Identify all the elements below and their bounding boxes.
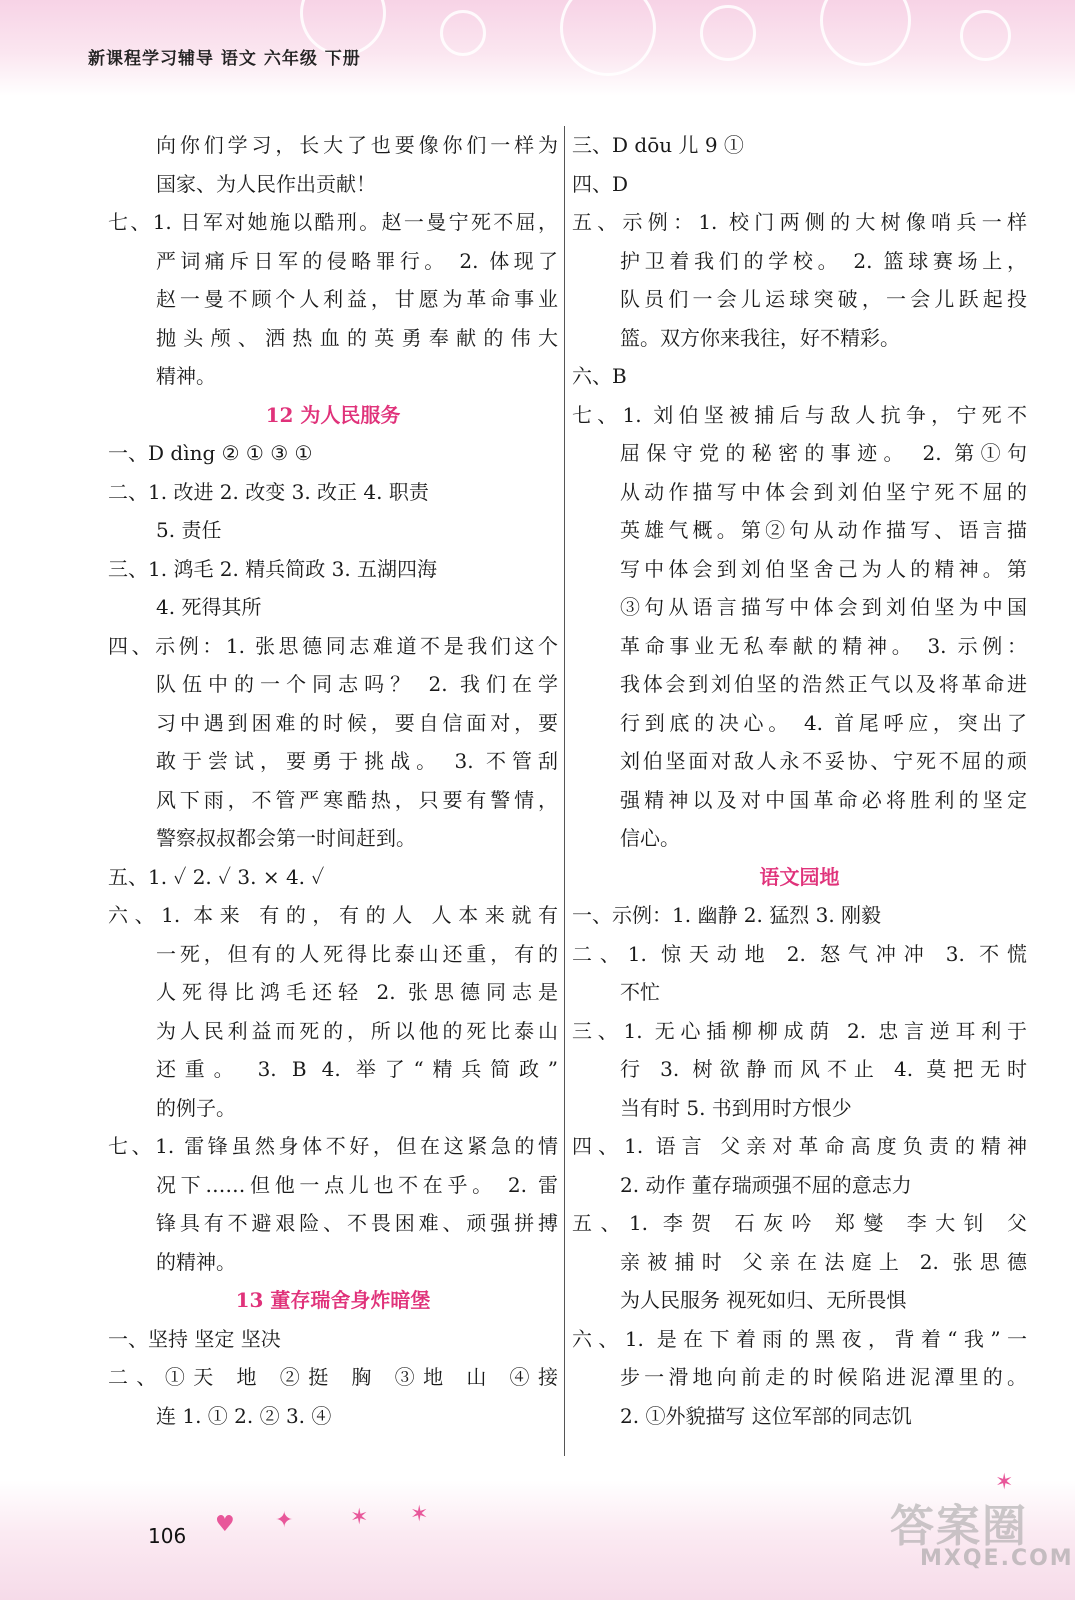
watermark-url: MXQE.COM: [920, 1546, 1074, 1571]
answer-line: 风下雨，不管严寒酷热，只要有警情，: [156, 787, 558, 812]
answer-line: 警察叔叔都会第一时间赶到。: [156, 826, 416, 850]
answer-line: 人死得比鸿毛还轻 2. 张思德同志是: [156, 980, 558, 1004]
section-heading: 13 董存瑞舍身炸暗堡: [235, 1288, 431, 1312]
answer-line: 六、B: [572, 364, 627, 388]
answer-line: 三、D dōu 儿 9 ①: [572, 133, 744, 157]
decor-circle: [560, 0, 656, 76]
page-number: 106: [148, 1524, 187, 1548]
answer-line: 七、1. 日军对她施以酷刑。赵一曼宁死不屈，: [108, 210, 558, 234]
answer-line: 四、示例：1. 张思德同志难道不是我们这个: [108, 633, 558, 658]
right-column: [572, 126, 1027, 1435]
answer-line: 连 1. ① 2. ② 3. ④: [156, 1403, 332, 1428]
answer-line: 还重。 3. B 4. 举了“精兵简政”: [156, 1057, 558, 1081]
answer-line: 的例子。: [156, 1095, 236, 1120]
answer-line: 4. 死得其所: [156, 595, 262, 619]
answer-line: 刘伯坚面对敌人永不妥协、宁死不屈的顽: [620, 749, 1027, 773]
answer-line: 我体会到刘伯坚的浩然正气以及将革命进: [620, 672, 1027, 696]
answer-line: 锋具有不避艰险、不畏困难、顽强拼搏: [156, 1211, 558, 1235]
answer-line: 三、1. 鸿毛 2. 精兵简政 3. 五湖四海: [108, 556, 438, 581]
star-icon: ✶: [410, 1502, 429, 1527]
decor-circle: [440, 10, 486, 56]
answer-line: 一、坚持 坚定 坚决: [108, 1326, 281, 1351]
answer-line: 四、1. 语言 父亲对革命高度负责的精神: [572, 1134, 1027, 1158]
answer-line: 英雄气概。第②句从动作描写、语言描: [620, 518, 1027, 542]
answer-line: 强精神以及对中国革命必将胜利的坚定: [620, 787, 1027, 812]
answer-line: 六、1. 本来 有的，有的人 人本来就有: [108, 903, 558, 927]
answer-line: 亲被捕时 父亲在法庭上 2. 张思德: [620, 1249, 1027, 1274]
section-heading: 12 为人民服务: [265, 402, 401, 427]
answer-line: 护卫着我们的学校。 2. 篮球赛场上，: [620, 248, 1027, 273]
answer-line: 步一滑地向前走的时候陷进泥潭里的。: [620, 1365, 1027, 1389]
answer-line: 国家、为人民作出贡献！: [156, 171, 376, 196]
answer-line: 信心。: [620, 826, 680, 850]
answer-line: 不忙: [620, 980, 660, 1004]
answer-line: 七、1. 雷锋虽然身体不好，但在这紧急的情: [108, 1134, 558, 1158]
answer-line: 行 3. 树欲静而风不止 4. 莫把无时: [620, 1057, 1027, 1081]
decor-circle: [700, 5, 756, 61]
answer-line: 篮。双方你来我往，好不精彩。: [620, 325, 900, 350]
answer-line: 二、1. 惊天动地 2. 怒气冲冲 3. 不慌: [572, 941, 1027, 966]
answer-line: 六、1. 是在下着雨的黑夜，背着“我”一: [572, 1326, 1027, 1351]
answer-line: 为人民服务 视死如归、无所畏惧: [620, 1288, 907, 1312]
left-column: [108, 126, 558, 1435]
decor-circle: [820, 0, 911, 66]
answer-line: 五、1. 李贺 石灰吟 郑燮 李大钊 父: [572, 1211, 1027, 1235]
answer-line: 赵一曼不顾个人利益，甘愿为革命事业: [156, 287, 558, 311]
answer-line: 行到底的决心。 4. 首尾呼应，突出了: [620, 710, 1027, 735]
answer-line: 严词痛斥日军的侵略罪行。 2. 体现了: [156, 248, 558, 273]
column-divider: [564, 126, 565, 1456]
decor-circle: [960, 10, 1011, 61]
answer-line: 一、D dìng ② ① ③ ①: [108, 441, 313, 465]
watermark: [880, 1490, 1074, 1590]
answer-line: 从动作描写中体会到刘伯坚宁死不屈的: [620, 479, 1027, 504]
answer-line: 精神。: [156, 364, 216, 388]
answer-line: 二、1. 改进 2. 改变 3. 改正 4. 职责: [108, 479, 429, 504]
section-heading: 语文园地: [759, 864, 840, 889]
star-icon: ✶: [350, 1505, 369, 1530]
answer-line: 当有时 5. 书到用时方恨少: [620, 1095, 852, 1120]
heart-icon: ♥: [215, 1512, 235, 1537]
answer-line: 为人民利益而死的，所以他的死比泰山: [156, 1018, 558, 1043]
answer-line: 的精神。: [156, 1249, 236, 1274]
watermark-text: 答案圈: [890, 1501, 1028, 1552]
star-icon: ✦: [275, 1508, 294, 1533]
answer-line: 一、示例：1. 幽静 2. 猛烈 3. 刚毅: [572, 903, 882, 927]
answer-line: 五、1. ✓ 2. ✓ 3. × 4. ✓: [108, 864, 325, 889]
answer-line: 二、①天 地 ②挺 胸 ③地 山 ④接: [108, 1365, 558, 1389]
answer-line: 队伍中的一个同志吗？ 2. 我们在学: [156, 672, 558, 696]
answer-line: 5. 责任: [156, 518, 222, 542]
answer-line: 七、1. 刘伯坚被捕后与敌人抗争，宁死不: [572, 402, 1027, 427]
star-icon: ✶: [995, 1470, 1014, 1495]
answer-line: 向你们学习，长大了也要像你们一样为: [156, 133, 558, 157]
running-header: 新课程学习辅导 语文 六年级 下册: [88, 49, 361, 69]
answer-line: 一死，但有的人死得比泰山还重，有的: [156, 941, 558, 966]
answer-line: 三、1. 无心插柳柳成荫 2. 忠言逆耳利于: [572, 1018, 1027, 1043]
answer-line: 队员们一会儿运球突破，一会儿跃起投: [620, 287, 1027, 311]
answer-line: 敢于尝试，要勇于挑战。 3. 不管刮: [156, 749, 558, 773]
answer-line: 况下……但他一点儿也不在乎。 2. 雷: [156, 1172, 558, 1197]
answer-line: 2. ①外貌描写 这位军部的同志饥: [620, 1403, 912, 1428]
answer-line: 屈保守党的秘密的事迹。 2. 第①句: [620, 441, 1027, 465]
answer-line: ③句从语言描写中体会到刘伯坚为中国: [620, 595, 1027, 619]
answer-line: 革命事业无私奉献的精神。 3. 示例：: [620, 633, 1027, 658]
answer-line: 写中体会到刘伯坚舍己为人的精神。第: [620, 556, 1027, 581]
answer-line: 四、D: [572, 171, 629, 196]
answer-line: 2. 动作 董存瑞顽强不屈的意志力: [620, 1172, 912, 1197]
answer-line: 五、示例：1. 校门两侧的大树像哨兵一样: [572, 210, 1027, 234]
answer-line: 习中遇到困难的时候，要自信面对，要: [156, 710, 558, 735]
answer-line: 抛头颅、洒热血的英勇奉献的伟大: [156, 325, 558, 350]
